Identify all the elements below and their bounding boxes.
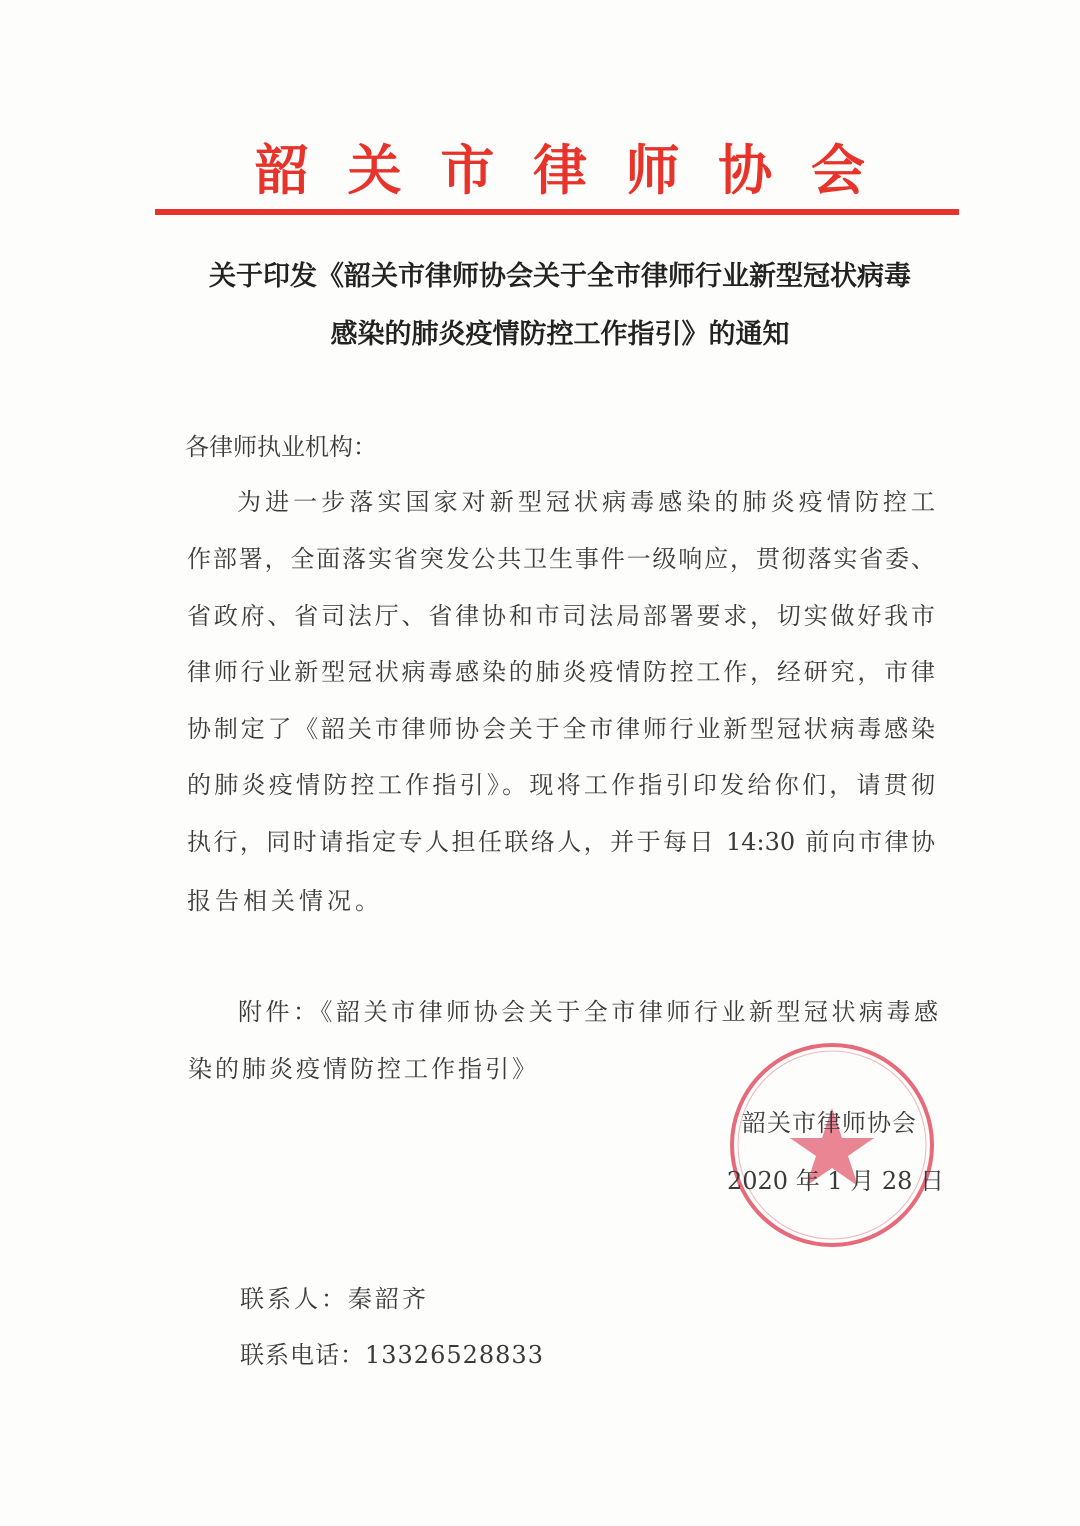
official-seal (725, 1038, 940, 1253)
letterhead-char: 市 (440, 138, 495, 202)
letterhead-char: 协 (718, 138, 773, 202)
signature-organization: 韶关市律师协会 (742, 1109, 917, 1137)
attachment-line2: 染的肺炎疫情防控工作指引》 (188, 1055, 539, 1083)
attachment-line1: 附件：《韶关市律师协会关于全市律师行业新型冠状病毒感 (238, 998, 938, 1026)
paragraph-line: 律师行业新型冠状病毒感染的肺炎疫情防控工作，经研究，市律 (187, 658, 935, 686)
letterhead-char: 关 (347, 138, 402, 202)
paragraph-line: 执行，同时请指定专人担任联络人，并于每日 14:30 前向市律协 (187, 828, 935, 856)
letterhead-char: 律 (532, 138, 587, 202)
paragraph-line: 作部署，全面落实省突发公共卫生事件一级响应，贯彻落实省委、 (187, 545, 935, 573)
paragraph-line: 协制定了《韶关市律师协会关于全市律师行业新型冠状病毒感染 (187, 715, 935, 743)
paragraph-last-line: 报告相关情况。 (187, 887, 383, 915)
contact-person: 联系人：秦韶齐 (240, 1285, 429, 1313)
letterhead-char: 师 (625, 138, 680, 202)
letterhead-char: 韶 (255, 138, 309, 202)
paragraph-line: 为进一步落实国家对新型冠状病毒感染的肺炎疫情防控工 (237, 488, 935, 516)
letterhead-divider (155, 209, 959, 215)
letterhead-organization (255, 128, 865, 205)
document-title-line2: 感染的肺炎疫情防控工作指引》的通知 (330, 319, 790, 350)
document-title-line1: 关于印发《韶关市律师协会关于全市律师行业新型冠状病毒 (209, 261, 911, 292)
paragraph-line: 省政府、省司法厅、省律协和市司法局部署要求，切实做好我市 (187, 602, 935, 630)
letterhead-char: 会 (810, 138, 865, 202)
paragraph-line: 的肺炎疫情防控工作指引》。现将工作指引印发给你们，请贯彻 (187, 771, 935, 799)
salutation: 各律师执业机构： (185, 433, 377, 461)
contact-phone: 联系电话：13326528833 (240, 1341, 544, 1369)
signature-date: 2020 年 1 月 28 日 (727, 1167, 945, 1195)
